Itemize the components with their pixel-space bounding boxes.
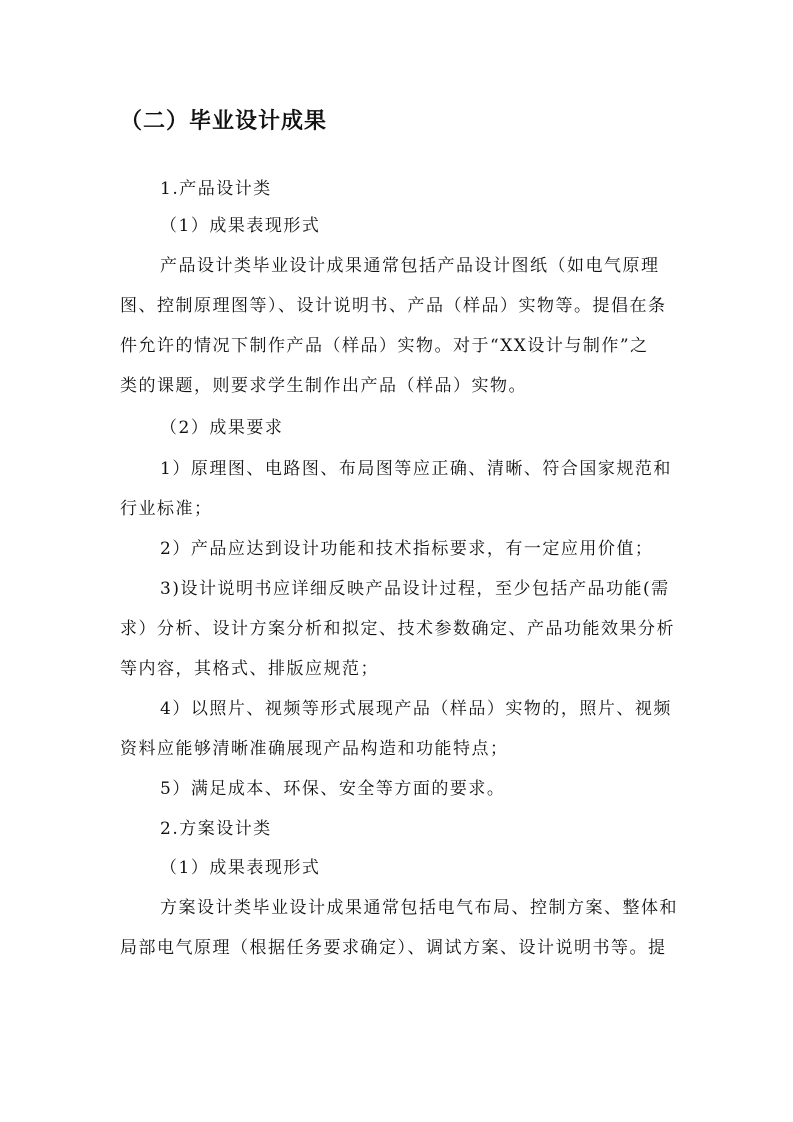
subheading-result-form: （1）成果表现形式 (160, 216, 321, 236)
paragraph-line: 方案设计类毕业设计成果通常包括电气布局、控制方案、整体和 (160, 898, 678, 918)
list-item: 4）以照片、视频等形式展现产品（样品）实物的，照片、视频 (160, 699, 672, 719)
paragraph-line: 类的课题，则要求学生制作出产品（样品）实物。 (120, 376, 527, 396)
list-item-continuation: 等内容，其格式、排版应规范； (120, 659, 379, 679)
heading-scheme-design: 2.方案设计类 (160, 819, 272, 839)
paragraph-line: 件允许的情况下制作产品（样品）实物。对于“XX设计与制作”之 (120, 336, 649, 356)
paragraph-line: 产品设计类毕业设计成果通常包括产品设计图纸（如电气原理 (160, 256, 660, 276)
list-item: 1）原理图、电路图、布局图等应正确、清晰、符合国家规范和 (160, 459, 672, 479)
list-item-continuation: 求）分析、设计方案分析和拟定、技术参数确定、产品功能效果分析 (120, 619, 675, 639)
subheading-result-form: （1）成果表现形式 (160, 858, 321, 878)
list-item: 5）满足成本、环保、安全等方面的要求。 (160, 779, 506, 799)
heading-product-design: 1.产品设计类 (160, 179, 272, 199)
paragraph-line: 局部电气原理（根据任务要求确定）、调试方案、设计说明书等。提 (120, 938, 667, 958)
list-item: 3)设计说明书应详细反映产品设计过程，至少包括产品功能(需 (160, 579, 670, 599)
list-item-continuation: 资料应能够清晰准确展现产品构造和功能特点； (120, 739, 509, 759)
section-title: （二）毕业设计成果 (120, 109, 328, 134)
list-item: 2）产品应达到设计功能和技术指标要求，有一定应用价值； (160, 539, 654, 559)
paragraph-line: 图、控制原理图等）、设计说明书、产品（样品）实物等。提倡在条 (120, 296, 667, 316)
list-item-continuation: 行业标准； (120, 499, 213, 519)
subheading-result-requirements: （2）成果要求 (160, 418, 284, 438)
